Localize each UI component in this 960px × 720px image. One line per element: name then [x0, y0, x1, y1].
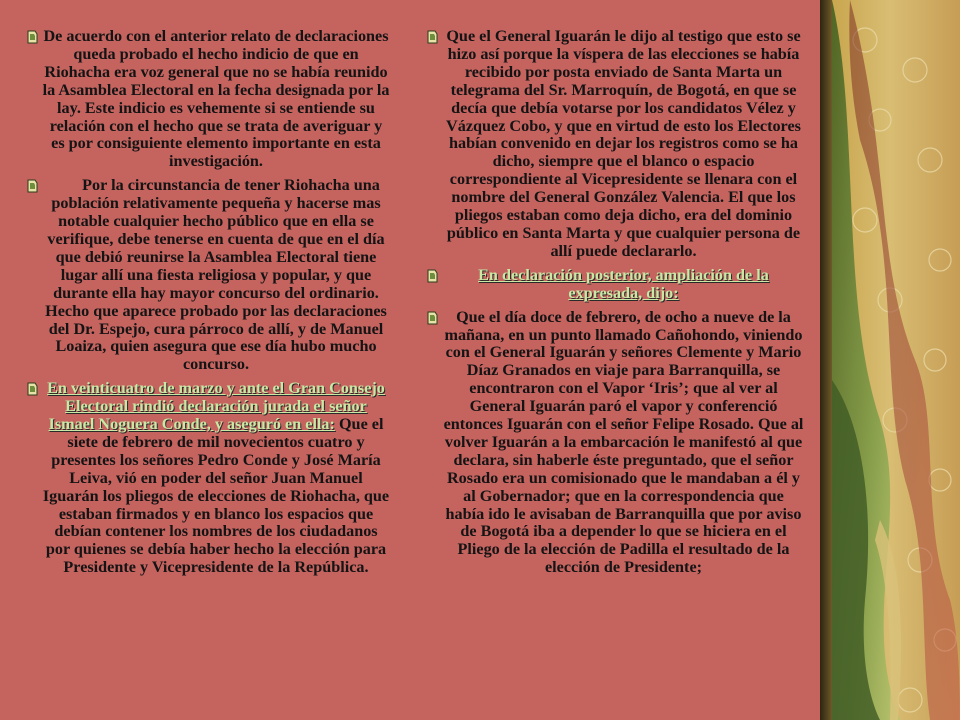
paragraph	[420, 28, 805, 261]
bullet-icon	[26, 30, 38, 44]
paragraph-text: De acuerdo con el anterior relato de declaraciones queda probado el hecho indicio de que en Riohacha era voz general que no se había reunido la Asamblea Electoral en la fecha designada por la lay. Este indicio es vehemente si se entiende su relación con el hecho que se trata de averiguar y es por consiguiente elemento importante en esta investigación.	[42, 27, 390, 171]
bullet-icon	[426, 269, 438, 283]
bullet-icon	[426, 30, 438, 44]
paragraph	[420, 267, 805, 303]
right-column	[420, 28, 805, 583]
decorative-side-panel	[820, 0, 960, 720]
paragraph-text: Que el General Iguarán le dijo al testigo que esto se hizo así porque la víspera de las elecciones se había recibido por posta enviado de Santa Marta un telegrama del Sr. Marroquín, de Bogotá, en que se decía que debía votarse por los candidatos Vélez y Vázquez Cobo, y que en virtud de esto los Electores habían convenido en dejar los registros como se ha dicho, siempre que el blanco o espacio correspondiente al Vicepresidente se llenara con el nombre del General González Valencia. El que los pliegos estaban como deja dicho, era del dominio público en Santa Marta y que cualquier persona de allí puede declararlo.	[446, 27, 801, 260]
highlighted-text: En veinticuatro de marzo y ante el Gran Consejo Electoral rindió declaración jurada el señor Ismael Noguera Conde, y aseguró en ella:	[47, 379, 385, 434]
bullet-icon	[26, 382, 38, 396]
bullet-icon	[26, 179, 38, 193]
floral-pattern	[820, 0, 960, 720]
bullet-icon	[426, 311, 438, 325]
highlighted-text: En declaración posterior, ampliación de la expresada, dijo:	[478, 265, 769, 302]
paragraph	[20, 177, 390, 374]
paragraph-text: Por la circunstancia de tener Riohacha una población relativamente pequeña y hacerse mas notable cualquier hecho público que en ella se verifique, debe tenerse en cuenta de que en el día que debió reunirse la Asamblea Electoral tiene lugar allí una fiesta religiosa y popular, y que durante ella hay mayor concurso del ordinario. Hecho que aparece probado por las declaraciones del Dr. Espejo, cura párroco de allí, y de Manuel Loaiza, quien asegura que ese día hubo mucho concurso.	[45, 176, 387, 374]
paragraph-text: Que el siete de febrero de mil novecientos cuatro y presentes los señores Pedro Conde y José María Leiva, vió en poder del señor Juan Manuel Iguarán los pliegos de elecciones de Riohacha, que estaban firmados y en blanco los espacios que debían contener los nombres de los ciudadanos por quienes se debía haber hecho la elección para Presidente y Vicepresidente de la República.	[42, 415, 390, 577]
paragraph-text: Que el día doce de febrero, de ocho a nueve de la mañana, en un punto llamado Cañohondo, viniendo con el General Iguarán y señores Clemente y Mario Díaz Granados en viaje para Barranquilla, se encontraron con el Vapor ‘Iris’; que al ver al General Iguarán paró el vapor y conferenció entonces Iguarán con el señor Felipe Rosado. Que al volver Iguarán a la embarcación le manifestó al que declara, sin haberle éste preguntado, que el señor Rosado era un comisionado que le mandaban a él y al Gobernador; que en la correspondencia que había ido le avisaban de Barranquilla que por aviso de Bogotá iba a depender lo que se hiciera en el Pliego de la elección de Padilla el resultado de la elección de Presidente;	[443, 307, 804, 577]
left-column	[20, 28, 390, 583]
paragraph	[20, 380, 390, 577]
paragraph	[420, 309, 805, 578]
paragraph	[20, 28, 390, 171]
